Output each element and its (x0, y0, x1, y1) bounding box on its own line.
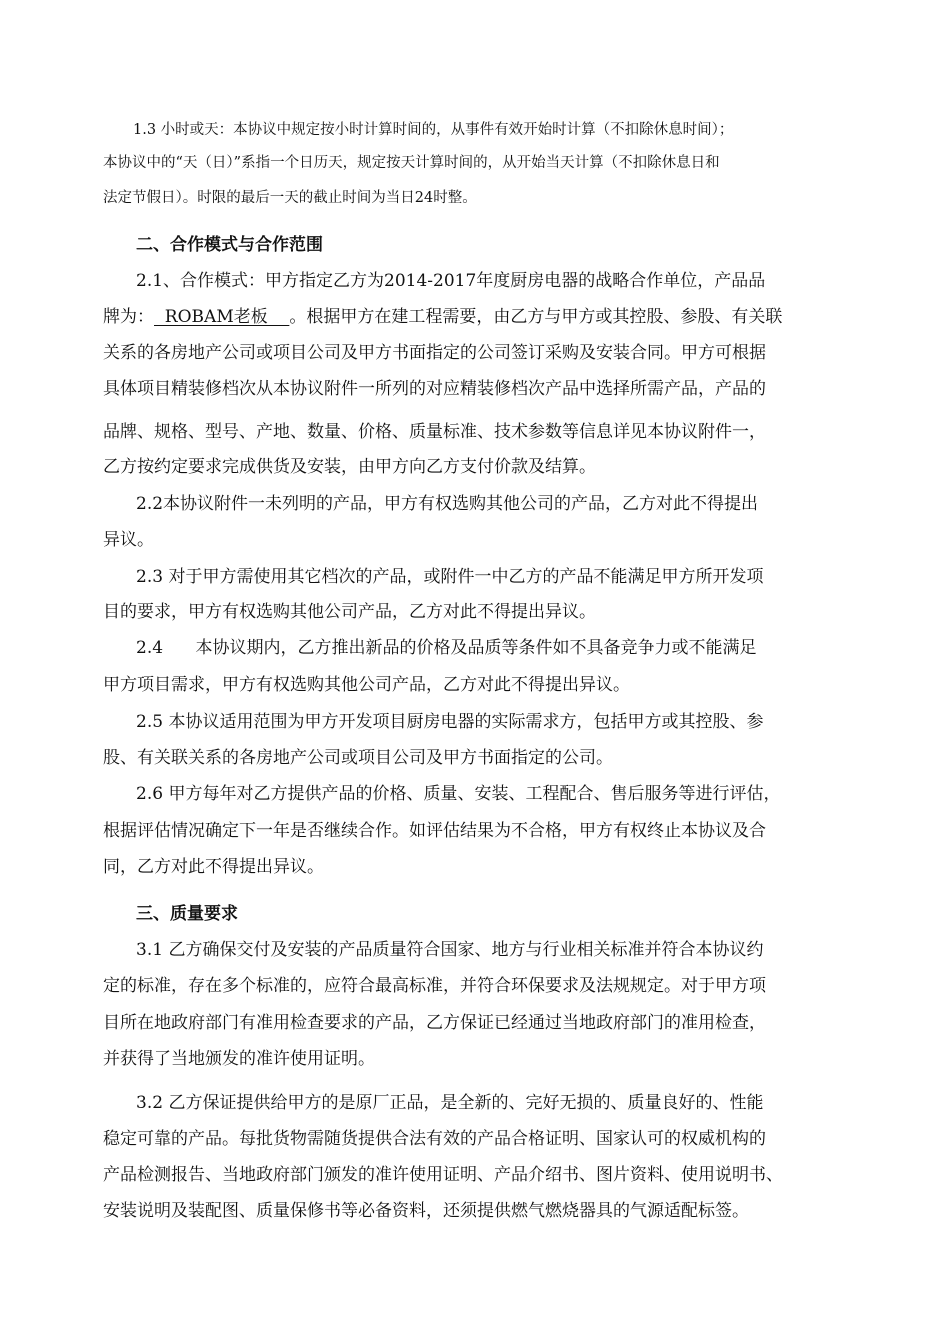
p2-5-line-1: 2.5 本协议适用范围为甲方开发项目厨房电器的实际需求方，包括甲方或其控股、参 (136, 712, 764, 732)
p2-3-line-2: 目的要求，甲方有权选购其他公司产品，乙方对此不得提出异议。 (103, 602, 596, 622)
p2-6-line-3: 同，乙方对此不得提出异议。 (103, 857, 324, 877)
p3-2-line-1: 3.2 乙方保证提供给甲方的是原厂正品，是全新的、完好无损的、质量良好的、性能 (136, 1093, 764, 1113)
p2-3-line-1: 2.3 对于甲方需使用其它档次的产品，或附件一中乙方的产品不能满足甲方所开发项 (136, 567, 764, 587)
p2-1-line-2-pre: 牌为： (103, 307, 154, 327)
p3-1-line-3: 目所在地政府部门有准用检查要求的产品，乙方保证已经通过当地政府部门的准用检查， (103, 1013, 766, 1033)
p2-1-line-3: 关系的各房地产公司或项目公司及甲方书面指定的公司签订采购及安装合同。甲方可根据 (103, 343, 766, 363)
sec1-3-line-3: 法定节假日）。时限的最后一天的截止时间为当日24时整。 (103, 190, 477, 206)
p3-2-line-3: 产品检测报告、当地政府部门颁发的准许使用证明、产品介绍书、图片资料、使用说明书、 (103, 1165, 783, 1185)
p2-1-line-6: 乙方按约定要求完成供货及安装，由甲方向乙方支付价款及结算。 (103, 457, 596, 477)
p3-1-line-1: 3.1 乙方确保交付及安装的产品质量符合国家、地方与行业相关标准并符合本协议约 (136, 940, 764, 960)
p2-5-line-2: 股、有关联关系的各房地产公司或项目公司及甲方书面指定的公司。 (103, 748, 613, 768)
p2-6-line-2: 根据评估情况确定下一年是否继续合作。如评估结果为不合格，甲方有权终止本协议及合 (103, 821, 766, 841)
p2-1-line-2-post: 。根据甲方在建工程需要，由乙方与甲方或其控股、参股、有关联 (289, 307, 783, 327)
sec1-3-line-1: 1.3 小时或天：本协议中规定按小时计算时间的，从事件有效开始时计算（不扣除休息时间）； (133, 122, 734, 138)
p2-2-line-1: 2.2本协议附件一未列明的产品，甲方有权选购其他公司的产品，乙方对此不得提出 (136, 494, 759, 514)
p2-1-line-4: 具体项目精装修档次从本协议附件一所列的对应精装修档次产品中选择所需产品，产品的 (103, 379, 766, 399)
brand-name: ROBAM老板 (154, 307, 290, 327)
p2-1-line-5: 品牌、规格、型号、产地、数量、价格、质量标准、技术参数等信息详见本协议附件一， (103, 422, 766, 442)
p2-2-line-2: 异议。 (103, 530, 154, 550)
p3-1-line-4: 并获得了当地颁发的准许使用证明。 (103, 1049, 375, 1069)
p2-4-line-2: 甲方项目需求，甲方有权选购其他公司产品，乙方对此不得提出异议。 (103, 675, 630, 695)
sec1-3-line-2: 本协议中的“天（日）”系指一个日历天，规定按天计算时间的，从开始当天计算（不扣除休息日和 (103, 155, 720, 171)
p3-2-line-2: 稳定可靠的产品。每批货物需随货提供合法有效的产品合格证明、国家认可的权威机构的 (103, 1129, 766, 1149)
p3-1-line-2: 定的标准，存在多个标准的，应符合最高标准，并符合环保要求及法规规定。对于甲方项 (103, 976, 766, 996)
p2-1-line-2 (103, 306, 782, 328)
p2-6-line-1: 2.6 甲方每年对乙方提供产品的价格、质量、安装、工程配合、售后服务等进行评估， (136, 784, 781, 804)
p2-1-line-1: 2.1、合作模式：甲方指定乙方为2014-2017年度厨房电器的战略合作单位，产品品 (136, 271, 766, 291)
p2-4-line-1: 2.4 本协议期内，乙方推出新品的价格及品质等条件如不具备竞争力或不能满足 (136, 638, 757, 658)
section-2-heading: 二、合作模式与合作范围 (136, 235, 323, 255)
p3-2-line-4: 安装说明及装配图、质量保修书等必备资料，还须提供燃气燃烧器具的气源适配标签。 (103, 1201, 749, 1221)
section-3-heading: 三、质量要求 (136, 904, 238, 924)
